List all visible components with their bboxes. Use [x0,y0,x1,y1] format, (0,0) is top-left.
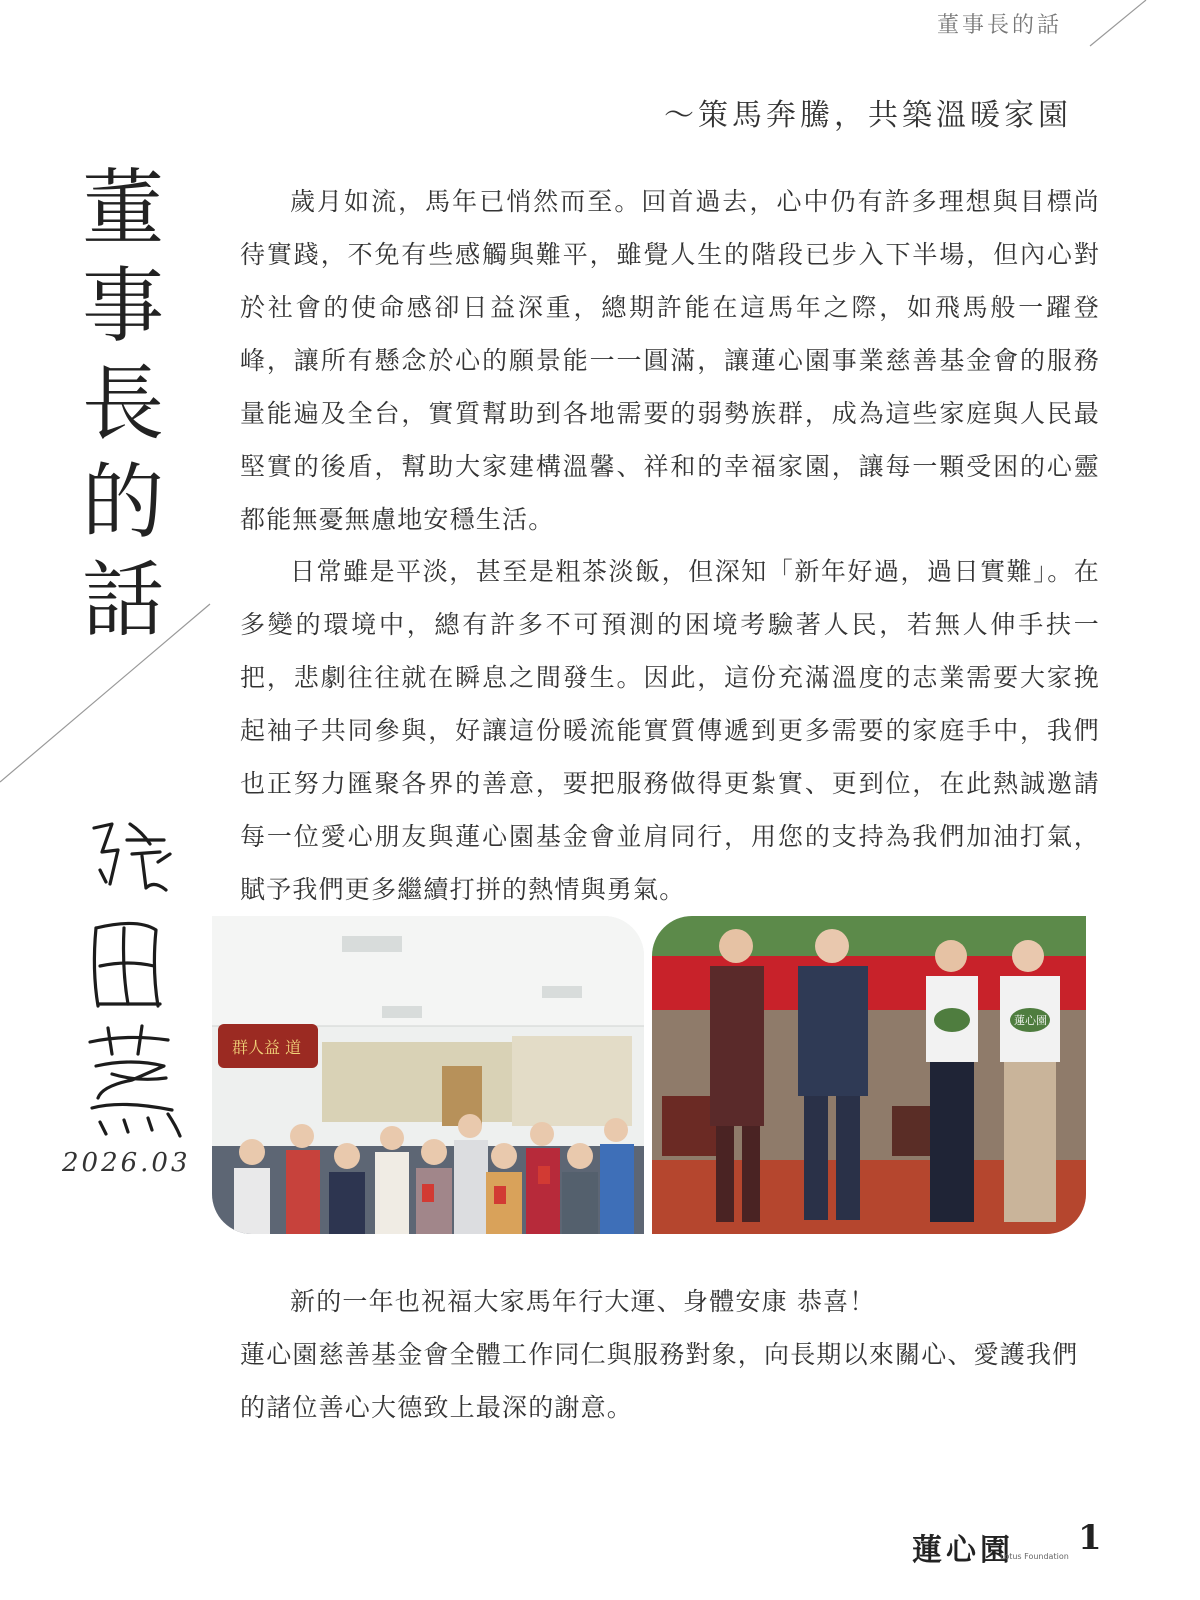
footer-logo: 蓮心園 [912,1533,1014,1568]
handwritten-signature [72,810,192,1140]
paragraph-text: 歲月如流，馬年已悄然而至。回首過去，心中仍有許多理想與目標尚待實踐，不免有些感觸與難平，雖覺人生的階段已步入下半場，但內心對於社會的使命感卻日益深重，總期許能在這馬年之際，如飛馬般一躍登峰，讓所有懸念於心的願景能一一圓滿，讓蓮心園事業慈善基金會的服務量能遍及全台，實質幫助到各地需要的弱勢族群，成為這些家庭與人民最堅實的後盾，幫助大家建構溫馨、祥和的幸福家園，讓每一顆受困的心靈都能無憂無慮地安穩生活。 [240,187,1100,534]
vertical-page-title: 董事長的話 [81,161,164,648]
closing-greeting: 新的一年也祝福大家馬年行大運、身體安康 恭喜！ [290,1287,876,1316]
article-paragraph-2 [240,545,1100,916]
closing-message [240,1275,1100,1434]
article-paragraph-1 [240,175,1100,546]
group-photo-indoor [212,916,644,1234]
article-subtitle: ～策馬奔騰，共築溫暖家園 [664,98,1072,133]
paragraph-text: 日常雖是平淡，甚至是粗茶淡飯，但深知「新年好過，過日實難」。在多變的環境中，總有許多不可預測的困境考驗著人民，若無人伸手扶一把，悲劇往往就在瞬息之間發生。因此，這份充滿溫度的志業需要大家挽起袖子共同參與，好讓這份暖流能實質傳遞到更多需要的家庭手中，我們也正努力匯聚各界的善意，要把服務做得更紮實、更到位，在此熱誠邀請每一位愛心朋友與蓮心園基金會並肩同行，用您的支持為我們加油打氣，賦予我們更多繼續打拼的熱情與勇氣。 [240,557,1100,904]
signature-date: 2026.03 [62,1148,191,1178]
ceremony-photo-outdoor [652,916,1086,1234]
plaque-text: 群人益 道 [232,1038,302,1057]
section-header: 董事長的話 [936,13,1062,38]
closing-thanks: 蓮心園慈善基金會全體工作同仁與服務對象，向長期以來關心、愛護我們的諸位善心大德致上最深的謝意。 [240,1340,1079,1422]
page-number: 1 [1078,1518,1102,1558]
shirt-logo-text: 蓮心園 [1014,1014,1047,1027]
footer-logo-subtext: Lotus Foundation [1000,1552,1069,1561]
